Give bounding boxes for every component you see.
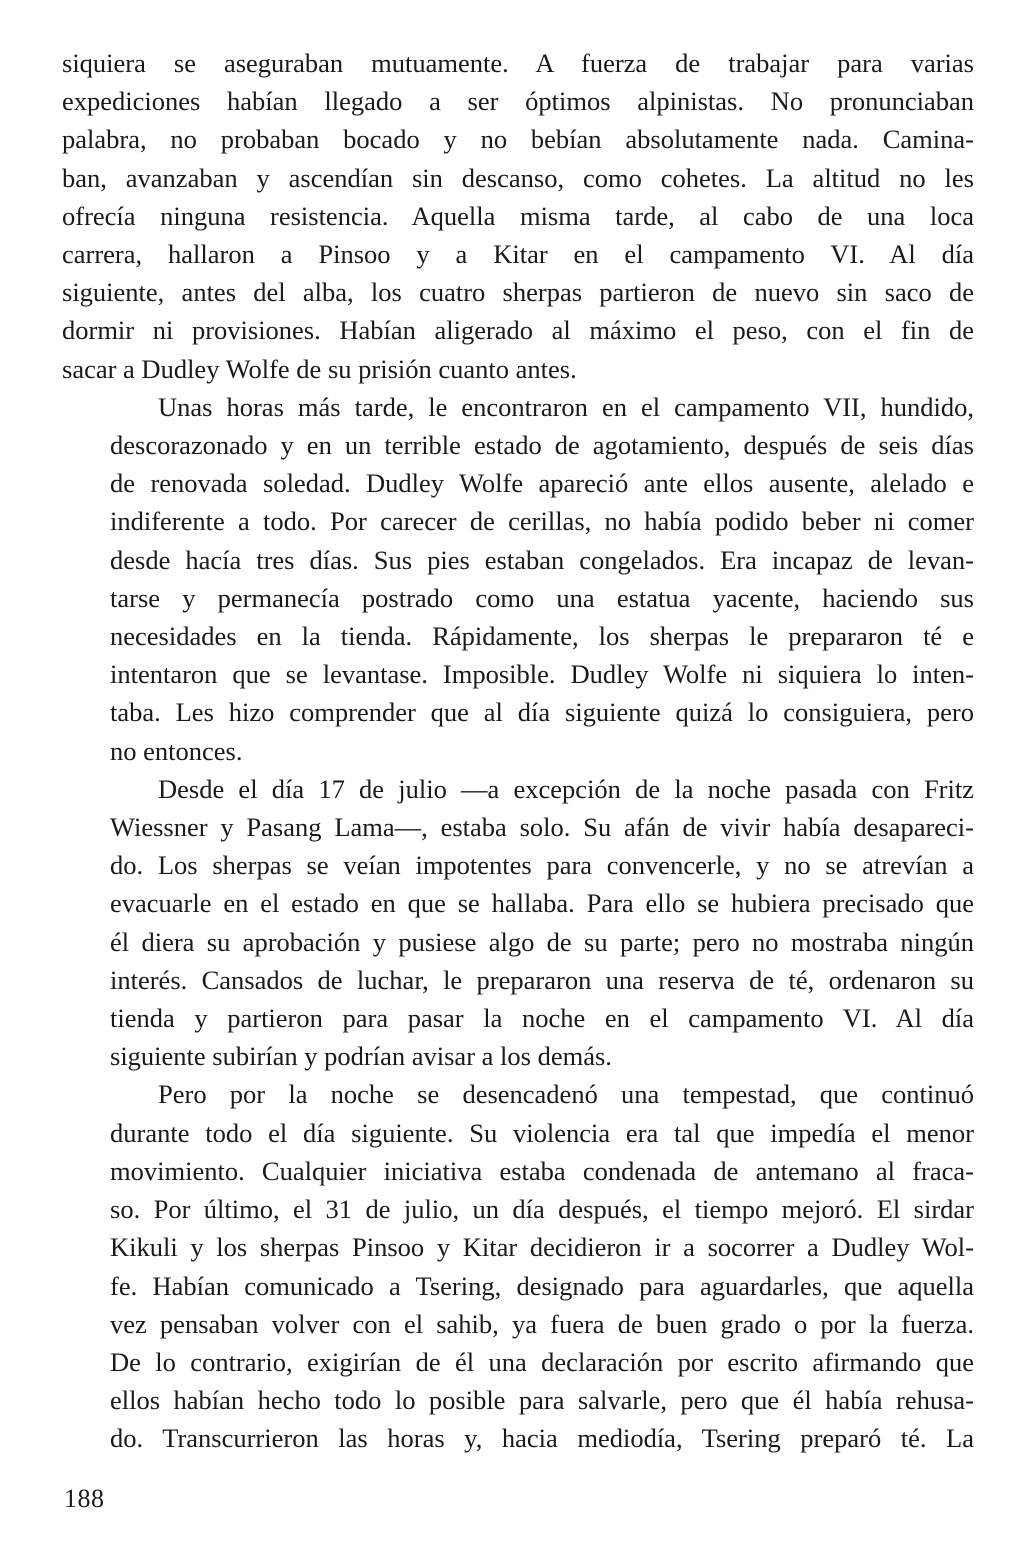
text-line: carrera, hallaron a Pinsoo y a Kitar en el campamento VI. Al día xyxy=(62,239,974,270)
text-line: Unas horas más tarde, le encontraron en el campamento VII, hundido, xyxy=(158,391,974,422)
text-line: durante todo el día siguiente. Su violencia era tal que impedía el menor xyxy=(110,1117,974,1148)
text-line: vez pensaban volver con el sahib, ya fuera de buen grado o por la fuerza. xyxy=(110,1308,974,1339)
text-line: siguiente subirían y podrían avisar a los demás. xyxy=(110,1041,612,1072)
text-line: siguiente, antes del alba, los cuatro sherpas partieron de nuevo sin saco de xyxy=(62,277,974,308)
text-column xyxy=(62,44,974,1458)
text-line: fe. Habían comunicado a Tsering, designado para aguardarles, que aquella xyxy=(110,1270,974,1301)
text-line: do. Transcurrieron las horas y, hacia mediodía, Tsering preparó té. La xyxy=(110,1423,974,1454)
text-line: ellos habían hecho todo lo posible para salvarle, pero que él había rehusa- xyxy=(110,1385,974,1416)
text-line: so. Por último, el 31 de julio, un día después, el tiempo mejoró. El sirdar xyxy=(110,1194,974,1225)
text-line: intentaron que se levantase. Imposible. Dudley Wolfe ni siquiera lo inten- xyxy=(110,659,974,690)
text-line: Kikuli y los sherpas Pinsoo y Kitar decidieron ir a socorrer a Dudley Wol- xyxy=(110,1232,974,1263)
text-line: Desde el día 17 de julio —a excepción de la noche pasada con Fritz xyxy=(158,773,974,804)
text-line: Pero por la noche se desencadenó una tempestad, que continuó xyxy=(158,1079,974,1110)
text-line: tarse y permanecía postrado como una estatua yacente, haciendo sus xyxy=(110,582,974,613)
text-line: expediciones habían llegado a ser óptimos alpinistas. No pronunciaban xyxy=(62,86,974,117)
text-line: interés. Cansados de luchar, le prepararon una reserva de té, ordenaron su xyxy=(110,964,974,995)
text-line: taba. Les hizo comprender que al día siguiente quizá lo consiguiera, pero xyxy=(110,697,974,728)
text-line: no entonces. xyxy=(110,735,243,766)
text-line: ban, avanzaban y ascendían sin descanso, como cohetes. La altitud no les xyxy=(62,162,974,193)
text-line: de renovada soledad. Dudley Wolfe apareció ante ellos ausente, alelado e xyxy=(110,468,974,499)
paragraph xyxy=(62,44,974,388)
text-line: descorazonado y en un terrible estado de agotamiento, después de seis días xyxy=(110,430,974,461)
paragraph xyxy=(62,770,974,1076)
page-body xyxy=(62,44,974,1458)
text-line: movimiento. Cualquier iniciativa estaba condenada de antemano al fraca- xyxy=(110,1155,974,1186)
text-line: ofrecía ninguna resistencia. Aquella misma tarde, al cabo de una loca xyxy=(62,200,974,231)
page-number: 188 xyxy=(64,1484,105,1513)
text-line: él diera su aprobación y pusiese algo de su parte; pero no mostraba ningún xyxy=(110,926,974,957)
text-line: De lo contrario, exigirían de él una declaración por escrito afirmando que xyxy=(110,1346,974,1377)
text-line: palabra, no probaban bocado y no bebían absolutamente nada. Camina- xyxy=(62,124,974,155)
text-line: sacar a Dudley Wolfe de su prisión cuanto antes. xyxy=(62,353,577,384)
text-line: Wiessner y Pasang Lama—, estaba solo. Su afán de vivir había desapareci- xyxy=(110,812,974,843)
text-line: siquiera se aseguraban mutuamente. A fuerza de trabajar para varias xyxy=(62,48,974,78)
text-line: tienda y partieron para pasar la noche en el campamento VI. Al día xyxy=(110,1003,974,1034)
text-line: desde hacía tres días. Sus pies estaban congelados. Era incapaz de levan- xyxy=(110,544,974,575)
text-line: dormir ni provisiones. Habían aligerado al máximo el peso, con el fin de xyxy=(62,315,974,346)
paragraph xyxy=(62,1075,974,1457)
text-line: necesidades en la tienda. Rápidamente, los sherpas le prepararon té e xyxy=(110,621,974,652)
text-line: evacuarle en el estado en que se hallaba. Para ello se hubiera precisado que xyxy=(110,888,974,919)
text-line: do. Los sherpas se veían impotentes para convencerle, y no se atrevían a xyxy=(110,850,974,881)
text-line: indiferente a todo. Por carecer de cerillas, no había podido beber ni comer xyxy=(110,506,974,537)
paragraph xyxy=(62,388,974,770)
